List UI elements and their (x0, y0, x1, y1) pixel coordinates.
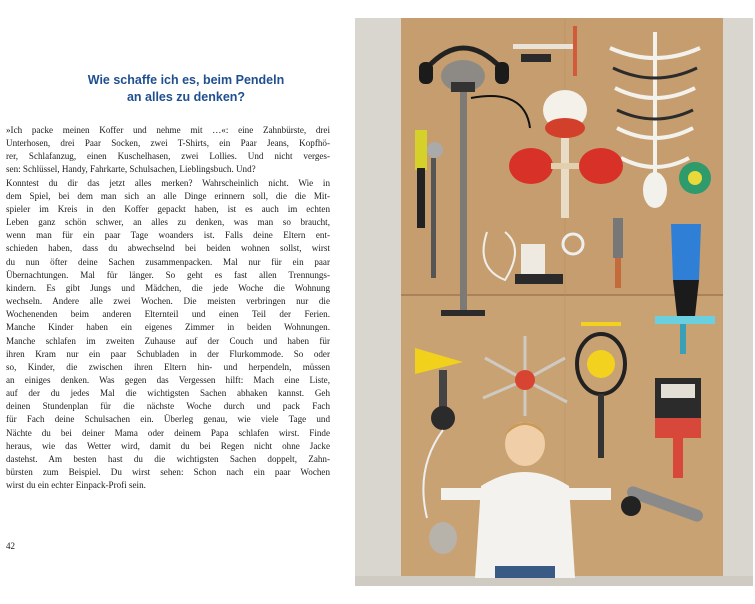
text-line: Manche schlafen im zweiten Zuhause auf der Couch und haben für (6, 335, 330, 346)
text-line: heraus, wie das Wetter wird, damit du bei Regen nicht ohne Jacke (6, 440, 330, 451)
page-title (36, 72, 336, 106)
text-line: sen: Schlüssel, Handy, Fahrkarte, Schulsachen, Lieblingsbuch. Und? (6, 164, 256, 175)
text-line: so, Kinder, die zwischen ihren Eltern hin- und herpendeln, müssen (6, 361, 330, 372)
text-line: für Fach deine Schulsachen ein. Überleg genau, wie viele Tage und (6, 414, 330, 425)
pinwheel-icon (679, 162, 711, 194)
text-line: an einiges denken. Was gegen das Vergessen hilft: Mach eine Liste, (6, 374, 330, 385)
text-line: dem Spiel, bei dem man sich an alle Dinge erinnern soll, die die Mit- (6, 190, 330, 201)
text-line: spieler im Kreis in den Koffer gepackt haben, ist es auch im echten (6, 203, 330, 214)
body-text (6, 124, 330, 492)
photo-packing-items-board (355, 18, 753, 586)
text-line: kindern. Es gibt Jungs und Mädchen, die jede Woche die Wohnung (6, 282, 330, 293)
text-line: Konntest du dir das jetzt alles merken? Wahrscheinlich nicht. Wie in (6, 177, 330, 188)
text-line: bürsten zum Beispiel. Du wirst sehen: Schon nach ein paar Wochen (6, 467, 330, 478)
text-line: rer, Schlafanzug, einen Kuschelhasen, zwei Lollies. Und nicht verges- (6, 151, 330, 162)
text-line: Leben ganz schön schwer, an alles zu denken, was man so braucht, (6, 217, 330, 228)
text-line: Wochenenden beim anderen Elternteil und einen Teil der Ferien. (6, 309, 330, 320)
text-line: dastehst. Am besten hast du die wichtigsten Sachen doppelt, Zahn- (6, 453, 330, 464)
text-line: ihren Kram nur ein paar Schubladen in der Flurkommode. So oder (6, 348, 330, 359)
page-title-line-1: Wie schaffe ich es, beim Pendeln (87, 73, 285, 87)
page-title-line-2: an alles zu denken? (126, 90, 246, 104)
text-line: wenn man für ein paar Tage woanders ist. Falls deine Eltern ent- (6, 230, 330, 241)
text-line: Nächte du bei deiner Mama oder deinem Papa schlafen wirst. Finde (6, 427, 330, 438)
text-line: Übernachtungen. Mal für länger. So geht es fast allen Trennungs- (6, 269, 330, 280)
text-line: Manche Kinder haben ein eigenes Zimmer in beiden Wohnungen. (6, 322, 330, 333)
text-line: Unterhosen, drei Paar Socken, zwei T-Shirts, ein Paar Jeans, Kopfhö- (6, 138, 330, 149)
left-page (0, 0, 355, 604)
page-number: 42 (6, 541, 15, 551)
text-line: wechseln. Andere alle zwei Wochen. Die meisten verbringen nur die (6, 296, 330, 307)
text-line: du nun öfter deine Sachen zusammenpacken. Mal nur für ein paar (6, 256, 330, 267)
text-line: auf der du jedes Mal die wichtigsten Sachen abhaken kannst. Geh (6, 388, 330, 399)
text-line: wirst du ein echter Einpack-Profi sein. (6, 480, 146, 491)
text-line: »Ich packe meinen Koffer und nehme mit …«: eine Zahnbürste, drei (6, 125, 330, 135)
text-line: deinen Stundenplan für die nächste Woche durch und pack Fach (6, 401, 330, 412)
text-line: schieden haben, dass du abwechselnd bei beiden wohnen sollst, wirst (6, 243, 330, 254)
